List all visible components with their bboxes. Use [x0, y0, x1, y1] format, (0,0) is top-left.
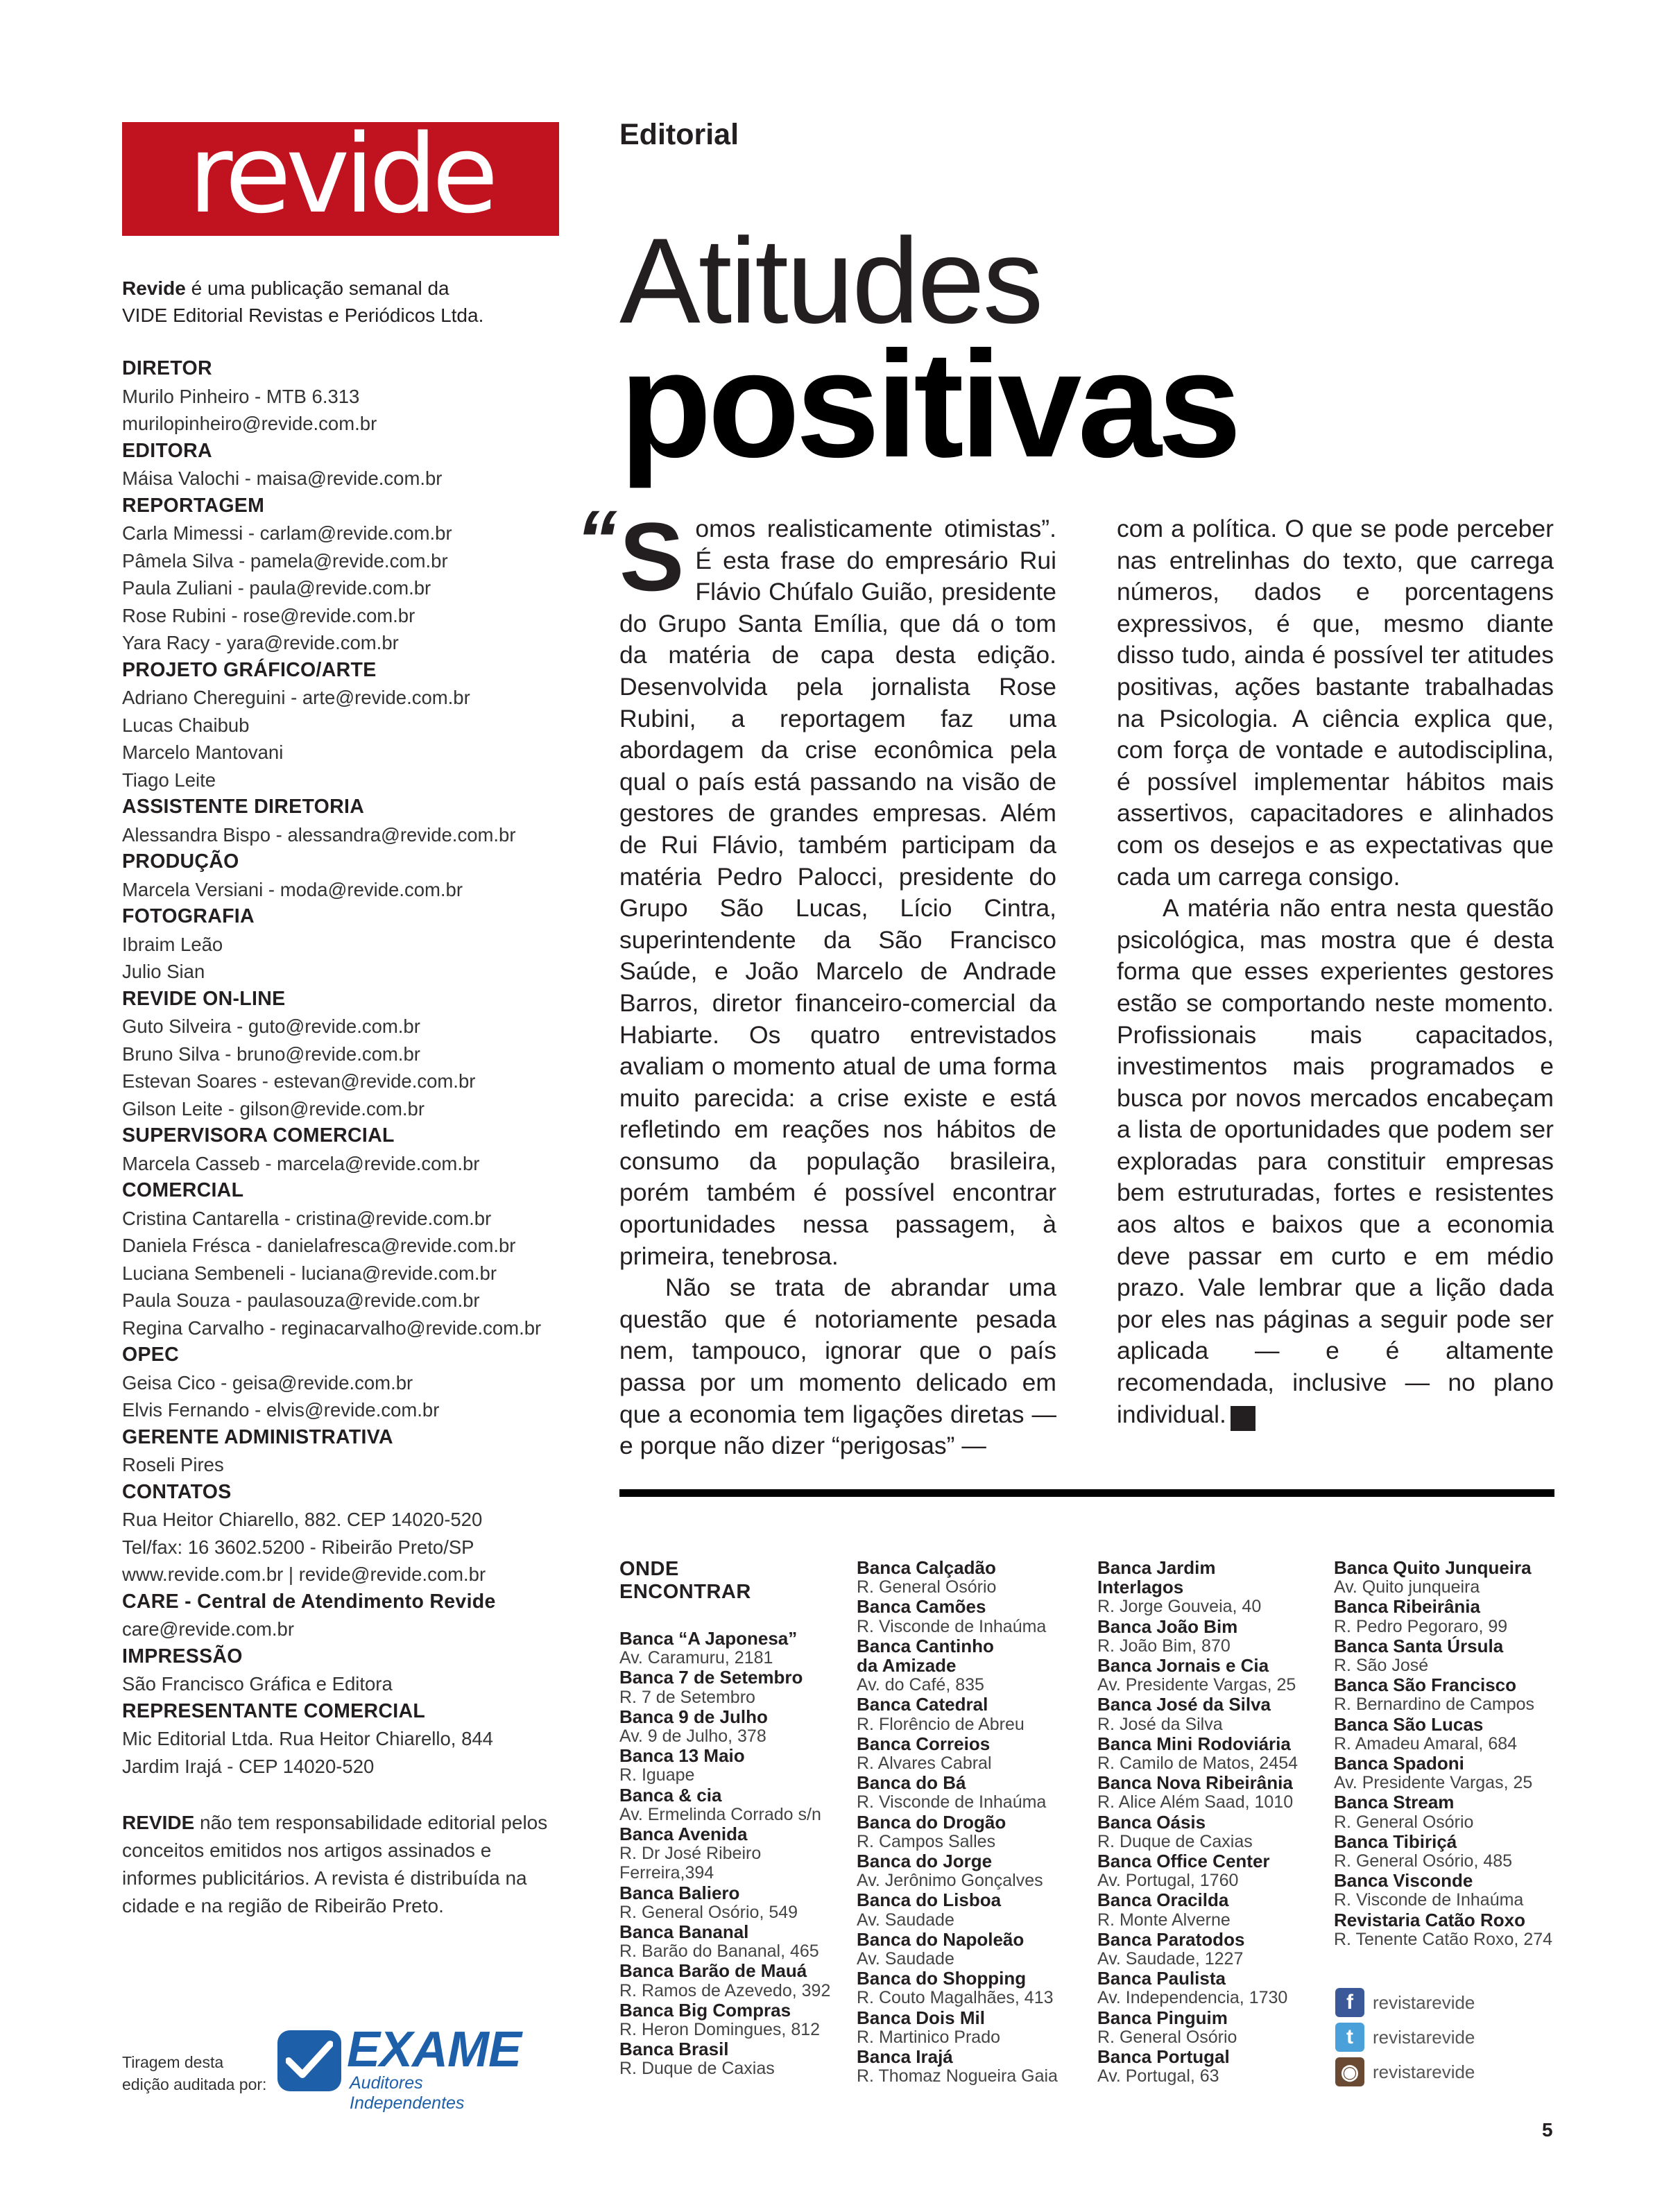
newsstand-address: R. Visconde de Inhaúma	[857, 1792, 1047, 1812]
newsstand-name: Banca Irajá	[857, 2046, 953, 2068]
staff-line: Alessandra Bispo - alessandra@revide.com.br	[122, 823, 516, 846]
intro-line-1: é uma publicação semanal da	[185, 277, 449, 299]
newsstand-item	[1334, 1871, 1563, 1910]
stand-list-4	[1334, 1558, 1563, 1949]
newsstand-name: Banca Ribeirânia	[1334, 1596, 1480, 1618]
newsstand-item	[1097, 2047, 1326, 2086]
newsstand-item	[857, 1969, 1086, 2007]
newsstand-name: Banca Calçadão	[857, 1557, 996, 1578]
newsstand-address: R. Tenente Catão Roxo, 274	[1334, 1929, 1553, 1949]
newsstand-address: R. José da Silva	[1097, 1714, 1223, 1734]
newsstand-item	[619, 1707, 848, 1746]
paragraph-1-text: omos realisticamente otimistas”. É esta frase do empresário Rui Flávio Chúfalo Guião, presidente do Grupo Santa Emília, que dá o tom da matéria de capa desta edição. Desenvolvida pela jornalista Rose Rubini, a reportagem faz uma abordagem da crise econômica pela qual o país está passando na visão de gestores de grandes empresas. Além de Rui Flávio, também participam da matéria Pedro Palocci, presidente do Grupo São Lucas, Lício Cintra, superintendente da São Francisco Saúde, e João Marcelo de Andrade Barros, diretor financeiro-comercial da Habiarte. Os quatro entrevistados avaliam o momento atual de uma forma muito parecida: a crise existe e está refletindo em reações nos hábitos de consumo da população brasileira, porém também é possível encontrar oportunidades nessa passagem, à primeira, tenebrosa.	[619, 515, 1056, 1270]
newsstand-address: R. Alvares Cabral	[857, 1754, 992, 1774]
staff-line: Paula Souza - paulasouza@revide.com.br	[122, 1289, 480, 1311]
newsstand-address: R. Jorge Gouveia, 40	[1097, 1597, 1262, 1617]
staff-line: Regina Carvalho - reginacarvalho@revide.com.br	[122, 1317, 542, 1339]
social-handle: revistarevide	[1373, 2061, 1475, 2082]
where-column-2	[857, 1558, 1086, 2086]
disclaimer-text: não tem responsabilidade editorial pelos conceitos emitidos nos artigos assinados e informes publicitários. A revista é distribuída na cidade e na região de Ribeirão Preto.	[122, 1812, 548, 1917]
newsstand-item	[619, 1667, 848, 1706]
newsstand-item	[619, 1785, 848, 1824]
newsstand-name: Banca Paratodos	[1097, 1928, 1245, 1950]
newsstand-address: R. Martinico Prado	[857, 2027, 1001, 2047]
exame-subtitle: Auditores Independentes	[350, 2073, 465, 2113]
stand-list-2	[857, 1558, 1086, 2086]
newsstand-item	[619, 1629, 848, 1667]
twitter-icon: t	[1335, 2023, 1364, 2052]
newsstand-name: Banca Tibiriçá	[1334, 1831, 1457, 1852]
staff-section	[122, 1643, 559, 1698]
newsstand-item	[857, 1636, 1086, 1695]
staff-line: Carla Mimessi - carlam@revide.com.br	[122, 522, 452, 544]
newsstand-item	[857, 1597, 1086, 1636]
staff-line: Máisa Valochi - maisa@revide.com.br	[122, 468, 443, 489]
staff-line: Cristina Cantarella - cristina@revide.com.br	[122, 1207, 492, 1229]
newsstand-address: R. Monte Alverne	[1097, 1910, 1231, 1930]
where-column-4	[1334, 1558, 1563, 1949]
newsstand-address: R. Iguape	[619, 1765, 695, 1785]
staff-section	[122, 657, 559, 794]
staff-line: Rua Heitor Chiarello, 882. CEP 14020-520	[122, 1509, 483, 1530]
staff-line: Pâmela Silva - pamela@revide.com.br	[122, 549, 448, 572]
where-column-3	[1097, 1558, 1326, 2086]
social-links	[1335, 1985, 1475, 2089]
newsstand-item	[1097, 1812, 1326, 1851]
newsstand-name: Banca do Drogão	[857, 1811, 1006, 1833]
newsstand-name: Banca São Lucas	[1334, 1713, 1484, 1735]
staff-line: Roseli Pires	[122, 1454, 224, 1475]
newsstand-name: Banca do Jorge	[857, 1851, 993, 1872]
newsstand-address: Av. Caramuru, 2181	[619, 1648, 773, 1668]
newsstand-name-cont: da Amizade	[857, 1655, 957, 1677]
newsstand-address: R. Pedro Pegoraro, 99	[1334, 1616, 1508, 1636]
staff-section	[122, 1177, 559, 1341]
staff-section-title: EDITORA	[122, 439, 212, 462]
staff-section	[122, 1122, 559, 1177]
newsstand-item	[857, 1773, 1086, 1812]
staff-section-title: CONTATOS	[122, 1480, 232, 1503]
newsstand-item	[1334, 1792, 1563, 1831]
newsstand-name: Banca Spadoni	[1334, 1753, 1464, 1774]
newsstand-name: Banca 9 de Julho	[619, 1706, 768, 1727]
newsstand-item	[857, 1695, 1086, 1733]
newsstand-address: Av. Presidente Vargas, 25	[1097, 1675, 1296, 1695]
newsstand-item	[857, 1890, 1086, 1929]
newsstand-name: Banca 13 Maio	[619, 1745, 745, 1767]
staff-line: Tiago Leite	[122, 769, 216, 791]
newsstand-address: R. General Osório, 549	[619, 1902, 798, 1922]
end-mark-icon: r	[1231, 1406, 1255, 1431]
staff-line: Murilo Pinheiro - MTB 6.313	[122, 385, 360, 407]
newsstand-item	[857, 1851, 1086, 1890]
newsstand-address: R. Camilo de Matos, 2454	[1097, 1754, 1298, 1774]
newsstand-name: Banca Oásis	[1097, 1811, 1206, 1833]
newsstand-address: R. Thomaz Nogueira Gaia	[857, 2066, 1058, 2086]
newsstand-address: R. João Bim, 870	[1097, 1636, 1231, 1656]
facebook-icon: f	[1335, 1988, 1364, 2017]
newsstand-name: Banca Baliero	[619, 1882, 740, 1903]
body-column-2	[1117, 513, 1554, 1431]
newsstand-name: Banca Office Center	[1097, 1851, 1270, 1872]
newsstand-address: R. Visconde de Inhaúma	[1334, 1890, 1524, 1910]
newsstand-name: Banca “A Japonesa”	[619, 1628, 798, 1649]
newsstand-item	[1097, 1851, 1326, 1890]
newsstand-address: Av. Portugal, 63	[1097, 2066, 1219, 2086]
newsstand-item	[1097, 1969, 1326, 2007]
newsstand-item	[857, 1734, 1086, 1773]
staff-line: Guto Silveira - guto@revide.com.br	[122, 1015, 420, 1037]
open-quote-mark: “	[576, 493, 617, 586]
staff-line: Geisa Cico - geisa@revide.com.br	[122, 1371, 413, 1394]
newsstand-address: Av. 9 de Julho, 378	[619, 1726, 766, 1747]
staff-line: care@revide.com.br	[122, 1618, 294, 1640]
staff-section-title: DIRETOR	[122, 357, 212, 379]
staff-section-title: GERENTE ADMINISTRATIVA	[122, 1425, 393, 1448]
newsstand-item	[1334, 1597, 1563, 1636]
staff-section	[122, 794, 559, 848]
social-handle: revistarevide	[1373, 1991, 1475, 2013]
staff-section-title: CARE - Central de Atendimento Revide	[122, 1590, 496, 1613]
staff-line: São Francisco Gráfica e Editora	[122, 1673, 393, 1695]
where-column-1	[619, 1558, 848, 2079]
newsstand-address: Av. Quito junqueira	[1334, 1577, 1480, 1597]
newsstand-item	[1097, 1617, 1326, 1656]
newsstand-name: Banca do Napoleão	[857, 1928, 1025, 1950]
newsstand-address: R. Florêncio de Abreu	[857, 1714, 1025, 1734]
staff-section-title: PROJETO GRÁFICO/ARTE	[122, 658, 377, 681]
social-link[interactable]	[1335, 2020, 1475, 2055]
newsstand-name: Banca Paulista	[1097, 1968, 1226, 1989]
staff-section-title: REVIDE ON-LINE	[122, 987, 286, 1010]
newsstand-address: R. Couto Magalhães, 413	[857, 1988, 1054, 2008]
logo-text: revide	[188, 111, 493, 237]
stand-list-3	[1097, 1558, 1326, 2086]
newsstand-name: Banca Stream	[1334, 1792, 1455, 1813]
staff-line: Tel/fax: 16 3602.5200 - Ribeirão Preto/SP	[122, 1536, 474, 1558]
newsstand-address: R. Alice Além Saad, 1010	[1097, 1792, 1294, 1812]
publication-intro	[122, 275, 559, 329]
headline-line-1: Atitudes	[619, 214, 1042, 349]
staff-section	[122, 1479, 559, 1588]
newsstand-item	[619, 1922, 848, 1961]
newsstand-name: Banca Jornais e Cia	[1097, 1655, 1269, 1677]
staff-section	[122, 848, 559, 903]
disclaimer	[122, 1809, 559, 1920]
staff-line: Luciana Sembeneli - luciana@revide.com.br	[122, 1262, 497, 1284]
newsstand-item	[1334, 1715, 1563, 1754]
newsstand-address: R. 7 de Setembro	[619, 1687, 755, 1707]
newsstand-item	[1097, 1656, 1326, 1695]
staff-line: murilopinheiro@revide.com.br	[122, 413, 377, 434]
newsstand-item	[1334, 1832, 1563, 1871]
staff-section	[122, 1698, 559, 1781]
staff-line: Estevan Soares - estevan@revide.com.br	[122, 1070, 476, 1092]
newsstand-item	[1334, 1754, 1563, 1792]
newsstand-item	[1097, 1734, 1326, 1773]
newsstand-address: R. General Osório, 485	[1334, 1851, 1513, 1871]
staff-section	[122, 1424, 559, 1479]
newsstand-name: Banca Catedral	[857, 1694, 988, 1715]
newsstand-address: Av. Jerônimo Gonçalves	[857, 1871, 1043, 1891]
staff-line: Ibraim Leão	[122, 933, 223, 955]
newsstand-address: Av. Saudade, 1227	[1097, 1949, 1244, 1969]
newsstand-address: R. Duque de Caxias	[1097, 1831, 1253, 1851]
staff-line: Daniela Frésca - danielafresca@revide.com.br	[122, 1235, 516, 1256]
newsstand-item	[1334, 1558, 1563, 1597]
staff-section-title: REPORTAGEM	[122, 494, 265, 517]
intro-line-2: VIDE Editorial Revistas e Periódicos Ltda.	[122, 305, 484, 326]
staff-line: Marcelo Mantovani	[122, 741, 284, 763]
revide-logo	[122, 111, 559, 237]
newsstand-item	[857, 1558, 1086, 1597]
staff-line: Adriano Chereguini - arte@revide.com.br	[122, 687, 470, 708]
newsstand-item	[1097, 2008, 1326, 2047]
newsstand-item	[1334, 1910, 1563, 1949]
staff-section	[122, 355, 559, 438]
staff-line: Rose Rubini - rose@revide.com.br	[122, 604, 415, 626]
newsstand-item	[1097, 1773, 1326, 1812]
staff-section-title: COMERCIAL	[122, 1179, 244, 1201]
newsstand-name: Banca do Lisboa	[857, 1889, 1002, 1911]
newsstand-item	[857, 1930, 1086, 1969]
newsstand-address: Av. do Café, 835	[857, 1675, 984, 1695]
drop-cap: S	[619, 502, 685, 611]
intro-brand: Revide	[122, 277, 186, 299]
masthead	[122, 111, 559, 1920]
newsstand-name: Banca Barão de Mauá	[619, 1960, 807, 1982]
newsstand-address: R. Barão do Bananal, 465	[619, 1941, 819, 1962]
staff-section-title: FOTOGRAFIA	[122, 905, 255, 927]
instagram-icon: ◉	[1335, 2057, 1364, 2086]
newsstand-name: Banca Camões	[857, 1596, 986, 1618]
newsstand-address: Av. Presidente Vargas, 25	[1334, 1773, 1533, 1793]
newsstand-address: Av. Ermelinda Corrado s/n	[619, 1804, 821, 1824]
newsstand-item	[619, 2000, 848, 2039]
audit-block	[122, 2015, 566, 2113]
newsstand-name: Revistaria Catão Roxo	[1334, 1909, 1525, 1930]
newsstand-name: Banca Cantinho	[857, 1635, 994, 1656]
newsstand-address: Av. Saudade	[857, 1910, 954, 1930]
staff-list	[122, 355, 559, 1780]
newsstand-name: Banca Correios	[857, 1733, 991, 1754]
newsstand-address: Av. Portugal, 1760	[1097, 1871, 1239, 1891]
staff-line: Marcela Versiani - moda@revide.com.br	[122, 878, 463, 900]
newsstand-address: R. Bernardino de Campos	[1334, 1695, 1535, 1715]
newsstand-item	[619, 1961, 848, 2000]
newsstand-item	[857, 1812, 1086, 1851]
paragraph-1	[619, 502, 1056, 1272]
audit-text-line-2: edição auditada por:	[122, 2075, 267, 2093]
newsstand-address-cont: Ferreira,394	[619, 1863, 714, 1883]
staff-line: Gilson Leite - gilson@revide.com.br	[122, 1097, 425, 1120]
where-to-find-title	[619, 1558, 848, 1604]
newsstand-name: Banca do Shopping	[857, 1968, 1027, 1989]
newsstand-address: Av. Saudade	[857, 1949, 954, 1969]
staff-section-title: OPEC	[122, 1344, 179, 1366]
staff-line: Mic Editorial Ltda. Rua Heitor Chiarello, 844	[122, 1728, 493, 1749]
newsstand-item	[619, 1824, 848, 1883]
newsstand-name: Banca Bananal	[619, 1921, 749, 1943]
staff-section	[122, 986, 559, 1123]
newsstand-item	[1097, 1558, 1326, 1617]
newsstand-name: Banca João Bim	[1097, 1615, 1238, 1637]
section-divider	[619, 1489, 1554, 1497]
disclaimer-brand: REVIDE	[122, 1812, 195, 1833]
newsstand-name: Banca Brasil	[619, 2039, 729, 2060]
newsstand-name: Banca Jardim	[1097, 1557, 1216, 1578]
newsstand-name: Banca Dois Mil	[857, 2007, 985, 2028]
newsstand-address: R. Visconde de Inhaúma	[857, 1616, 1047, 1636]
newsstand-name: Banca Nova Ribeirânia	[1097, 1772, 1293, 1794]
newsstand-item	[1334, 1636, 1563, 1675]
newsstand-address: R. Ramos de Azevedo, 392	[619, 1980, 831, 2000]
newsstand-address: R. General Osório	[1334, 1812, 1474, 1832]
audit-text	[122, 2051, 266, 2095]
newsstand-name: Banca & cia	[619, 1784, 722, 1806]
newsstand-address: R. São José	[1334, 1656, 1429, 1676]
checkmark-icon	[277, 2030, 341, 2091]
staff-line: Julio Sian	[122, 961, 205, 982]
staff-line: Jardim Irajá - CEP 14020-520	[122, 1755, 375, 1777]
newsstand-name-cont: Interlagos	[1097, 1577, 1184, 1598]
staff-line: Elvis Fernando - elvis@revide.com.br	[122, 1399, 440, 1421]
stand-list-1	[619, 1629, 848, 2079]
staff-line: Lucas Chaibub	[122, 714, 250, 736]
newsstand-item	[1097, 1890, 1326, 1929]
newsstand-name: Banca Pinguim	[1097, 2007, 1228, 2028]
newsstand-name: Banca Quito Junqueira	[1334, 1557, 1532, 1578]
body-column-1	[619, 502, 1056, 1462]
social-handle: revistarevide	[1373, 2026, 1475, 2048]
paragraph-3: com a política. O que se pode perceber nas entrelinhas do texto, que carrega números, dados e porcentagens expressivos, é que, mesmo diante disso tudo, ainda é possível ter atitudes positivas, ações bastante trabalhadas na Psicologia. A ciência explica que, com força de vontade e autodisciplina, é possível implementar hábitos mais assertivos, capacitadores e alinhados com os desejos e as expectativas que cada um carrega consigo.	[1117, 515, 1554, 891]
staff-line: Marcela Casseb - marcela@revide.com.br	[122, 1152, 480, 1174]
social-link[interactable]	[1335, 1985, 1475, 2020]
section-label: Editorial	[619, 118, 739, 151]
newsstand-item	[619, 2039, 848, 2078]
newsstand-name: Banca São Francisco	[1334, 1674, 1516, 1696]
where-title-line-2: ENCONTRAR	[619, 1581, 751, 1603]
newsstand-name: Banca Oracilda	[1097, 1889, 1229, 1911]
newsstand-name: Banca Mini Rodoviária	[1097, 1733, 1291, 1754]
exame-wordmark: EXAME	[347, 2022, 522, 2077]
newsstand-item	[857, 2008, 1086, 2047]
newsstand-address: R. Heron Domingues, 812	[619, 2020, 821, 2040]
page-number: 5	[1542, 2119, 1553, 2141]
staff-section-title: PRODUÇÃO	[122, 850, 239, 873]
paragraph-4-text: A matéria não entra nesta questão psicológica, mas mostra que é desta forma que esses experientes gestores estão se comportando neste momento. Profissionais mais capacitados, investimentos mais programados e busca por novos mercados encabeçam a lista de oportunidades que podem ser exploradas para constituir empresas bem estruturadas, fortes e resistentes aos altos e baixos que a economia deve passar em curto e em médio prazo. Vale lembrar que a lição dada por eles nas páginas a seguir pode ser aplicada — e é altamente recomendada, inclusive — no plano individual.	[1117, 894, 1554, 1428]
staff-section-title: ASSISTENTE DIRETORIA	[122, 796, 365, 818]
staff-line: www.revide.com.br | revide@revide.com.br	[122, 1563, 486, 1585]
paragraph-4	[1117, 893, 1554, 1431]
newsstand-name: Banca Santa Úrsula	[1334, 1635, 1504, 1656]
newsstand-name: Banca Portugal	[1097, 2046, 1230, 2068]
newsstand-item	[857, 2047, 1086, 2086]
staff-section	[122, 903, 559, 986]
staff-section	[122, 438, 559, 492]
newsstand-item	[1097, 1930, 1326, 1969]
audit-text-line-1: Tiragem desta	[122, 2053, 224, 2071]
newsstand-address: R. Amadeu Amaral, 684	[1334, 1733, 1518, 1754]
exame-logo	[277, 2022, 541, 2113]
newsstand-name: Banca José da Silva	[1097, 1694, 1271, 1715]
staff-line: Bruno Silva - bruno@revide.com.br	[122, 1043, 420, 1065]
newsstand-name: Banca Big Compras	[619, 1999, 791, 2021]
staff-line: Yara Racy - yara@revide.com.br	[122, 632, 399, 653]
newsstand-address: R. General Osório	[1097, 2027, 1237, 2047]
newsstand-item	[619, 1746, 848, 1785]
newsstand-address: Av. Independencia, 1730	[1097, 1988, 1288, 2008]
staff-section	[122, 492, 559, 657]
newsstand-item	[619, 1883, 848, 1922]
where-title-line-1: ONDE	[619, 1558, 679, 1580]
newsstand-item	[1097, 1695, 1326, 1733]
staff-line: Paula Zuliani - paula@revide.com.br	[122, 577, 431, 599]
headline-line-2: positivas	[619, 320, 1238, 489]
staff-section-title: REPRESENTANTE COMERCIAL	[122, 1699, 426, 1722]
newsstand-name: Banca Visconde	[1334, 1870, 1473, 1892]
newsstand-item	[1334, 1675, 1563, 1714]
newsstand-address: R. General Osório	[857, 1577, 997, 1597]
newsstand-name: Banca do Bá	[857, 1772, 966, 1794]
staff-section	[122, 1341, 559, 1424]
paragraph-2: Não se trata de abrandar uma questão que é notoriamente pesada nem, tampouco, ignorar que o país passa por um momento delicado em que a economia tem ligações diretas — e porque não dizer “perigosas” —	[619, 1274, 1056, 1460]
staff-section-title: IMPRESSÃO	[122, 1645, 243, 1667]
newsstand-address: R. Duque de Caxias	[619, 2059, 775, 2079]
staff-section	[122, 1588, 559, 1643]
newsstand-name: Banca Avenida	[619, 1824, 748, 1845]
staff-section-title: SUPERVISORA COMERCIAL	[122, 1124, 395, 1147]
newsstand-address: R. Campos Salles	[857, 1831, 996, 1851]
newsstand-address: R. Dr José Ribeiro	[619, 1844, 762, 1864]
social-link[interactable]	[1335, 2055, 1475, 2089]
newsstand-name: Banca 7 de Setembro	[619, 1667, 803, 1688]
